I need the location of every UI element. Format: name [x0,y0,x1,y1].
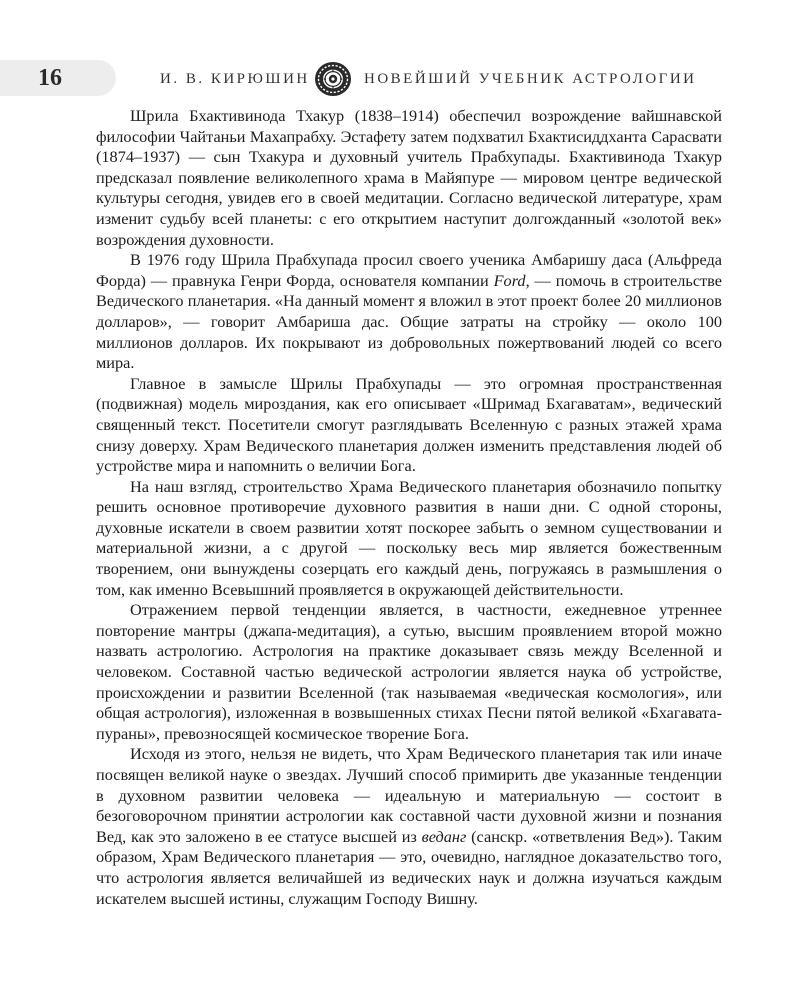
page-number: 16 [38,65,62,91]
paragraph-text: На наш взгляд, строительство Храма Ведического планетария обозначило попытку решить основное противоречие духовного развития в наши дни. С одной стороны, духовные искатели в своем развитии хотят поскорее забыть о земном существовании и материальной жизни, а с другой — поскольку весь мир является божественным творением, они вынуждены созерцать его каждый день, погружаясь в размышления о том, как именно Всевышний проявляется в окружающей действительности. [96,476,722,599]
paragraph-text: Отражением первой тенденции является, в частности, ежедневное утреннее повторение мантры (джапа-медитация), а сутью, высшим проявлением второй можно назвать астрологию. Астрология на практике доказывает связь между Вселенной и человеком. Составной частью ведической астрологии является наука об устройстве, происхождении и развитии Вселенной (так называемая «ведическая космология», или общая астрология), изложенная в возвышенных стихах Песни пятой великой «Бхагавата-пураны», превозносящей космическое творение Бога. [96,600,722,743]
paragraph [96,744,722,909]
paragraph-text: Исходя из этого, нельзя не видеть, что Храм Ведического планетария так или иначе посвящен великой науке о звездах. Лучший способ примирить две указанные тенденции в духовном развитии человека — идеальную и материальную — состоит в безоговорочном принятии астрологии как составной части духовной жизни и познания Вед, как это заложено в ее статусе высшей из [96,744,722,846]
paragraph [96,477,722,601]
paragraph [96,600,722,744]
paragraph-text: В 1976 году Шрила Прабхупада просил своего ученика Амбаришу даса (Альфреда Форда) — правнука Генри Форда, основателя компании [96,250,722,290]
body-text [96,106,722,909]
italic-term: Ford [493,270,526,290]
paragraph-text: Шрила Бхактивинода Тхакур (1838–1914) обеспечил возрождение вайшнавской философии Чайтаньи Махапрабху. Эстафету затем подхватил Бхактисиддханта Сарасвати (1874–1937) — сын Тхакура и духовный учитель Прабхупады. Бхактивинода Тхакур предсказал появление великолепного храма в Майяпуре — мировом центре ведической культуры сегодня, увидев его в своей медитации. Согласно ведической литературе, храм изменит судьбу всей планеты: с его открытием наступит долгожданный «золотой век» возрождения духовности. [96,106,722,249]
zodiac-wheel-icon [313,60,353,98]
running-head-book-title: НОВЕЙШИЙ УЧЕБНИК АСТРОЛОГИИ [364,71,697,87]
paragraph [96,250,722,374]
page-header [0,56,800,100]
paragraph-text: Главное в замысле Шрилы Прабхупады — это огромная пространственная (подвижная) модель мироздания, как его описывает «Шримад Бхагаватам», ведический священный текст. Посетители смогут разглядывать Вселенную с разных этажей храма снизу доверху. Храм Ведического планетария должен изменить представления людей об устройстве мира и напомнить о величии Бога. [96,373,722,476]
paragraph-text: , — помочь в строительстве Ведического планетария. «На данный момент я вложил в этот проект более 20 миллионов долларов», — говорит Амбариша дас. Общие затраты на стройку — около 100 миллионов долларов. Их покрывают из добровольных пожертвований людей со всего мира. [96,270,722,373]
paragraph [96,106,722,250]
paragraph-text: (санскр. «ответвления Вед»). Таким образом, Храм Ведического планетария — это, очевидно, наглядное доказательство того, что астрология является величайшей из ведических наук и должна изучаться каждым искателем высшей истины, служащим Господу Вишну. [96,826,722,908]
italic-term: веданг [421,826,467,846]
paragraph [96,374,722,477]
running-head-author: И. В. КИРЮШИН [160,71,310,87]
